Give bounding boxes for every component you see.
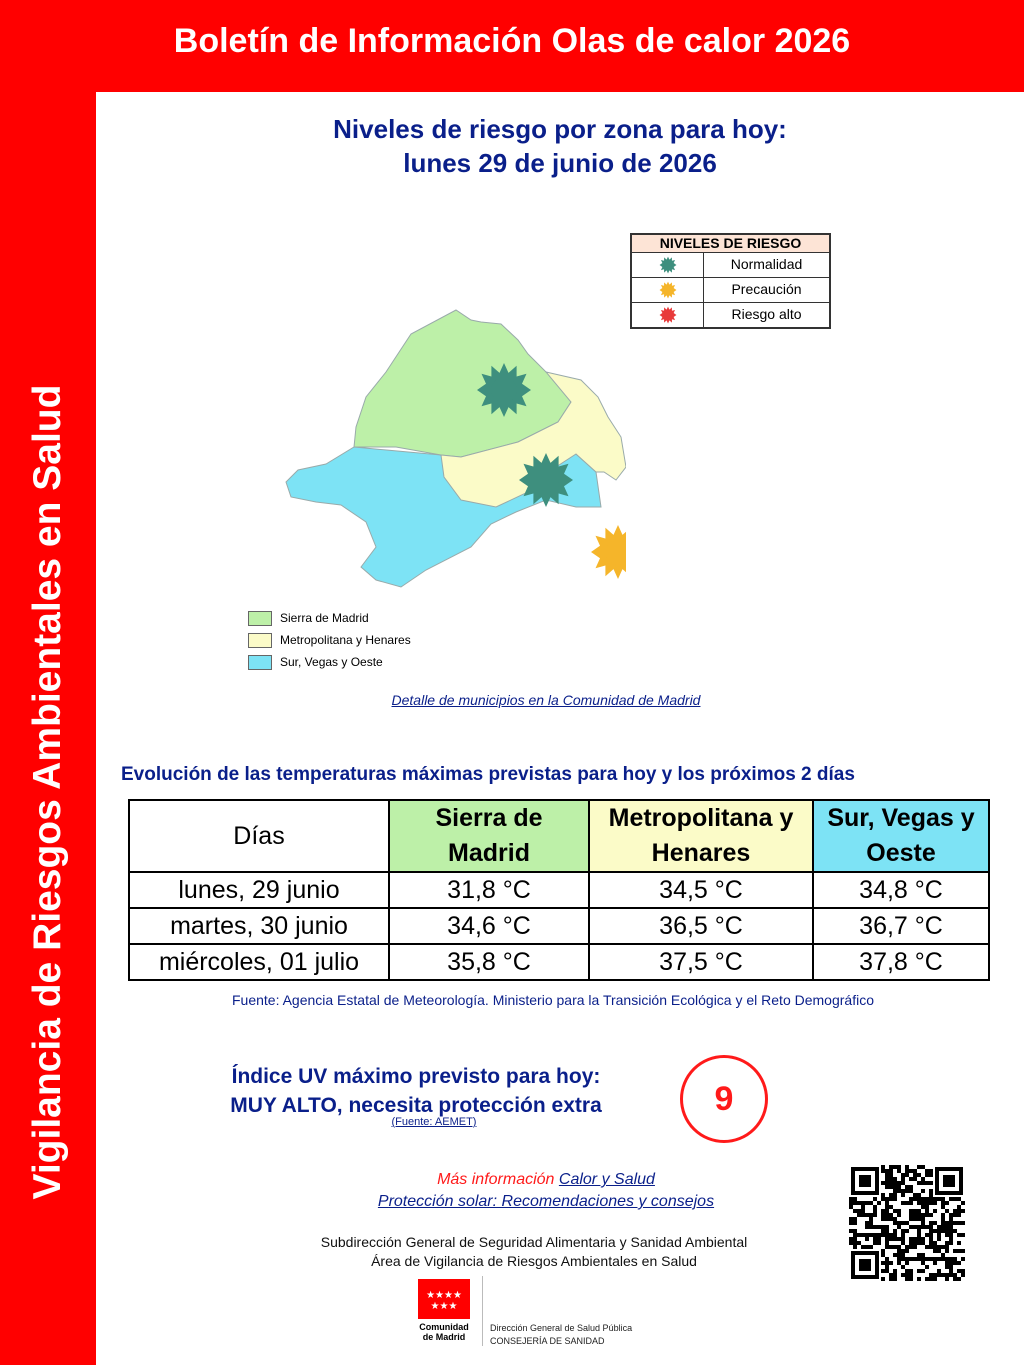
logo-department: Dirección General de Salud Pública CONSEJERÍA DE SANIDAD — [490, 1323, 633, 1346]
svg-text:★★★: ★★★ — [430, 1301, 458, 1312]
risk-title-line1: Niveles de riesgo por zona para hoy: — [333, 114, 787, 144]
sun-icon-sur — [591, 525, 626, 579]
sur-header: Sur, Vegas y Oeste — [813, 800, 989, 872]
header-banner — [0, 0, 1024, 92]
day-cell: miércoles, 01 julio — [129, 944, 389, 980]
caution-sun-icon — [659, 281, 677, 299]
table-header-row — [129, 800, 989, 872]
svg-text:★★★★: ★★★★ — [426, 1290, 462, 1301]
zone-legend — [248, 607, 411, 673]
more-info-label: Más información — [437, 1171, 555, 1188]
normal-sun-icon — [659, 256, 677, 274]
temp-cell: 37,8 °C — [813, 944, 989, 980]
temp-cell: 31,8 °C — [389, 872, 589, 908]
temp-cell: 37,5 °C — [589, 944, 813, 980]
comunidad-madrid-logo — [412, 1274, 652, 1349]
risk-legend-row — [632, 303, 829, 327]
temperature-table — [128, 799, 990, 981]
bulletin-title: Boletín de Información Olas de calor 2026 — [173, 22, 851, 60]
risk-title — [96, 112, 1024, 180]
risk-legend-row — [632, 253, 829, 278]
temp-cell: 35,8 °C — [389, 944, 589, 980]
uv-source-link[interactable]: (Fuente: AEMET) — [391, 1116, 477, 1128]
temp-cell: 34,8 °C — [813, 872, 989, 908]
temperature-source: Fuente: Agencia Estatal de Meteorología. Ministerio para la Transición Ecológica y el Reto Demográfico — [231, 992, 874, 1008]
organization — [96, 1233, 972, 1271]
org-line2: Área de Vigilancia de Riesgos Ambientales en Salud — [371, 1253, 697, 1269]
temp-cell: 36,5 °C — [589, 908, 813, 944]
risk-title-date: lunes 29 de junio de 2026 — [403, 148, 717, 178]
risk-legend-row — [632, 278, 829, 303]
sidebar-banner — [0, 92, 96, 1365]
municipality-detail-row — [96, 692, 996, 708]
day-cell: lunes, 29 junio — [129, 872, 389, 908]
madrid-risk-map — [246, 222, 626, 602]
table-row — [129, 944, 989, 980]
day-cell: martes, 30 junio — [129, 908, 389, 944]
temperature-title: Evolución de las temperaturas máximas previstas para hoy y los próximos 2 días — [121, 764, 855, 785]
risk-legend-title: NIVELES DE RIESGO — [632, 235, 829, 253]
zone-legend-item — [248, 651, 411, 673]
zone-legend-label: Sierra de Madrid — [280, 611, 369, 625]
sierra-header: Sierra de Madrid — [389, 800, 589, 872]
sun-protection-link[interactable]: Protección solar: Recomendaciones y consejos — [377, 1193, 715, 1210]
content-panel — [96, 92, 1024, 1365]
temp-cell: 34,6 °C — [389, 908, 589, 944]
high-risk-sun-icon — [659, 306, 677, 324]
municipality-detail-link[interactable]: Detalle de municipios en la Comunidad de Madrid — [391, 692, 701, 708]
uv-line2: MUY ALTO, necesita protección extra — [230, 1094, 602, 1117]
days-header: Días — [129, 800, 389, 872]
table-row — [129, 872, 989, 908]
metropolitana-header: Metropolitana y Henares — [589, 800, 813, 872]
uv-line1: Índice UV máximo previsto para hoy: — [231, 1065, 601, 1088]
org-line1: Subdirección General de Seguridad Alimentaria y Sanidad Ambiental — [320, 1234, 748, 1250]
risk-levels-legend — [630, 233, 831, 329]
madrid-flag-icon — [418, 1279, 470, 1319]
zone-legend-item — [248, 607, 411, 629]
logo-name: Comunidad de Madrid — [419, 1322, 469, 1342]
table-row — [129, 908, 989, 944]
zone-legend-item — [248, 629, 411, 651]
zone-legend-label: Sur, Vegas y Oeste — [280, 655, 383, 669]
heat-health-link[interactable]: Calor y Salud — [558, 1171, 655, 1188]
risk-legend-label: Normalidad — [730, 256, 803, 272]
sidebar-title: Vigilancia de Riesgos Ambientales en Salud — [26, 384, 69, 1200]
temp-cell: 36,7 °C — [813, 908, 989, 944]
uv-forecast — [196, 1062, 636, 1120]
temp-cell: 34,5 °C — [589, 872, 813, 908]
uv-index-badge: 9 — [680, 1055, 768, 1143]
zone-legend-label: Metropolitana y Henares — [280, 633, 411, 647]
risk-legend-label: Riesgo alto — [731, 306, 802, 322]
risk-legend-label: Precaución — [731, 281, 802, 297]
